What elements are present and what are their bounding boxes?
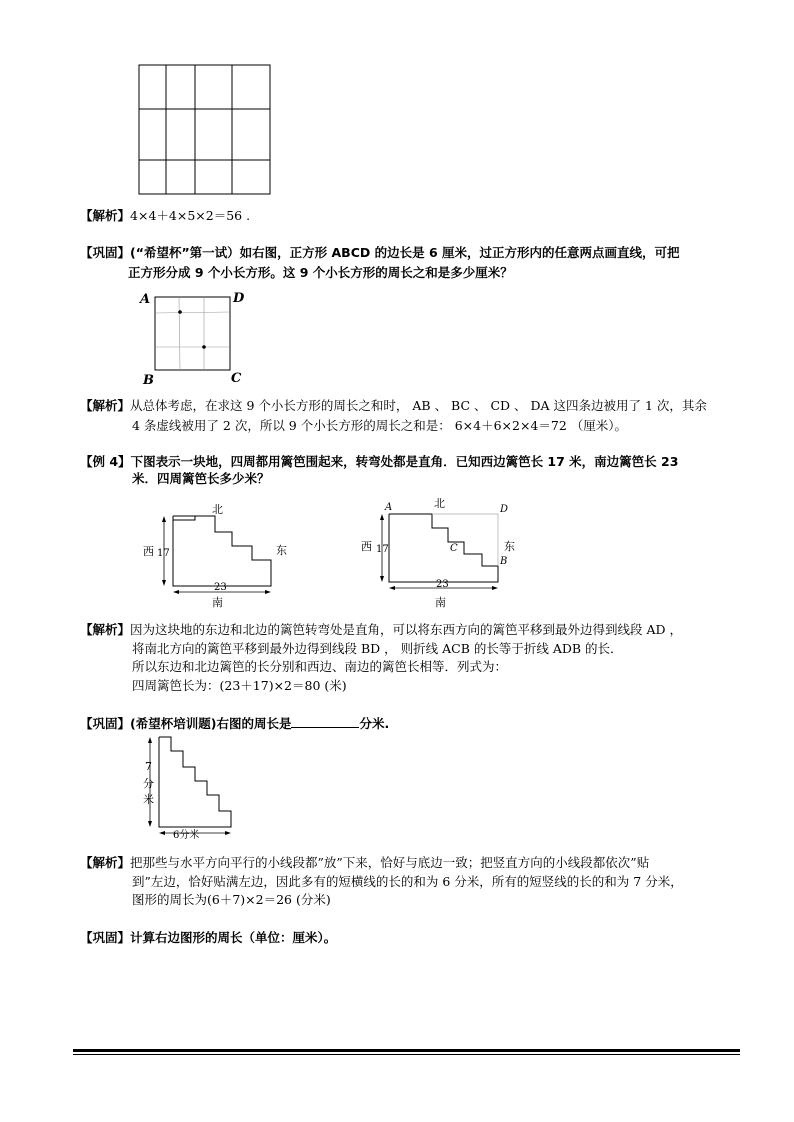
north-label: 北 xyxy=(434,497,445,510)
label-c: C xyxy=(450,543,458,554)
analysis-text: 把那些与水平方向平行的小线段都”放”下来，恰好与底边一致；把竖直方向的小线段都依次”贴 xyxy=(130,855,650,870)
example-tag: 【例 4】 xyxy=(80,454,131,469)
footer-rule-thick xyxy=(73,1049,740,1052)
east-label: 东 xyxy=(276,544,287,557)
north-label: 北 xyxy=(212,503,223,516)
staircase-figure xyxy=(140,732,240,844)
label-d: D xyxy=(233,291,245,306)
height-unit-2: 米 xyxy=(143,793,154,806)
width-label: 23 xyxy=(214,582,227,593)
west-label: 西 xyxy=(143,545,154,558)
problem-text: 计算右边图形的周长（单位：厘米）。 xyxy=(130,930,337,945)
staircase-land-figure-right xyxy=(358,494,530,610)
problem-text: (“希望杯”第一试）如右图，正方形 ABCD 的边长是 6 厘米，过正方形内的任意两点画直线，可把 xyxy=(130,245,680,260)
label-b: B xyxy=(143,373,154,388)
analysis-1 xyxy=(80,206,250,226)
problem-tag: 【巩固】 xyxy=(80,245,131,260)
analysis-4-line2: 将南北方向的篱笆平移到最外边得到线段 BD ， 则折线 ACB 的长等于折线 ADB 的长． xyxy=(132,641,623,656)
label-b: B xyxy=(500,556,508,567)
grid-figure xyxy=(138,64,272,196)
label-d: D xyxy=(500,504,509,515)
label-a: A xyxy=(385,502,393,513)
height-label: 17 xyxy=(157,548,170,559)
analysis-3-line3: 图形的周长为(6＋7)×2＝26 (分米) xyxy=(132,892,331,907)
label-a: A xyxy=(140,292,151,307)
analysis-3-line1 xyxy=(80,853,649,873)
analysis-tag: 【解析】 xyxy=(80,855,131,870)
west-label: 西 xyxy=(361,540,372,553)
height-unit-1: 分 xyxy=(143,777,154,790)
problem-text-before: (希望杯培训题)右图的周长是 xyxy=(130,716,292,731)
problem-4-line xyxy=(80,928,336,948)
analysis-text: 从总体考虑，在求这 9 个小长方形的周长之和时， AB 、 BC 、 CD 、 DA 这四条边被用了 1 次，其余 xyxy=(130,398,707,413)
problem-text-after: 分米. xyxy=(359,716,390,731)
south-label: 南 xyxy=(212,596,223,609)
height-number: 7 xyxy=(145,760,152,773)
problem-2-line1 xyxy=(80,243,680,263)
analysis-tag: 【解析】 xyxy=(80,622,131,637)
analysis-text: 4×4＋4×5×2＝56 . xyxy=(130,208,251,223)
answer-blank[interactable] xyxy=(291,713,359,728)
problem-tag: 【巩固】 xyxy=(80,930,131,945)
east-label: 东 xyxy=(504,540,515,553)
analysis-4-line4: 四周篱笆长为：(23＋17)×2＝80 (米) xyxy=(132,678,347,693)
width-label: 6分米 xyxy=(173,830,200,841)
footer-rule-thin xyxy=(73,1054,740,1055)
analysis-tag: 【解析】 xyxy=(80,398,131,413)
problem-2-line2: 正方形分成 9 个小长方形。这 9 个小长方形的周长之和是多少厘米？ xyxy=(128,265,513,280)
south-label: 南 xyxy=(435,596,446,609)
problem-3-line xyxy=(80,713,389,734)
height-label: 17 xyxy=(376,544,389,555)
width-label: 23 xyxy=(436,579,449,590)
problem-tag: 【巩固】 xyxy=(80,716,131,731)
analysis-2-line1 xyxy=(80,396,707,416)
square-abcd-figure xyxy=(138,288,254,388)
analysis-3-line2: 到”左边，恰好贴满左边，因此多有的短横线的长的和为 6 分米，所有的短竖线的长的和为 7 分米， xyxy=(132,874,683,889)
analysis-4-line3: 所以东边和北边篱笆的长分别和西边、南边的篱笆长相等．列式为： xyxy=(132,659,508,674)
analysis-tag: 【解析】 xyxy=(80,208,131,223)
example-4-line2: 米．四周篱笆长多少米？ xyxy=(132,471,270,486)
analysis-text: 因为这块地的东边和北边的篱笆转弯处是直角，可以将东西方向的篱笆平移到最外边得到线段 AD ， xyxy=(130,622,683,637)
analysis-4-line1 xyxy=(80,620,682,640)
example-text: 下图表示一块地，四周都用篱笆围起来，转弯处都是直角．已知西边篱笆长 17 米，南边篱笆长 23 xyxy=(130,454,679,469)
label-c: C xyxy=(231,371,242,386)
staircase-land-figure-left xyxy=(140,498,300,610)
analysis-2-line2: 4 条虚线被用了 2 次，所以 9 个小长方形的周长之和是： 6×4＋6×2×4＝72 （厘米）。 xyxy=(132,418,628,433)
